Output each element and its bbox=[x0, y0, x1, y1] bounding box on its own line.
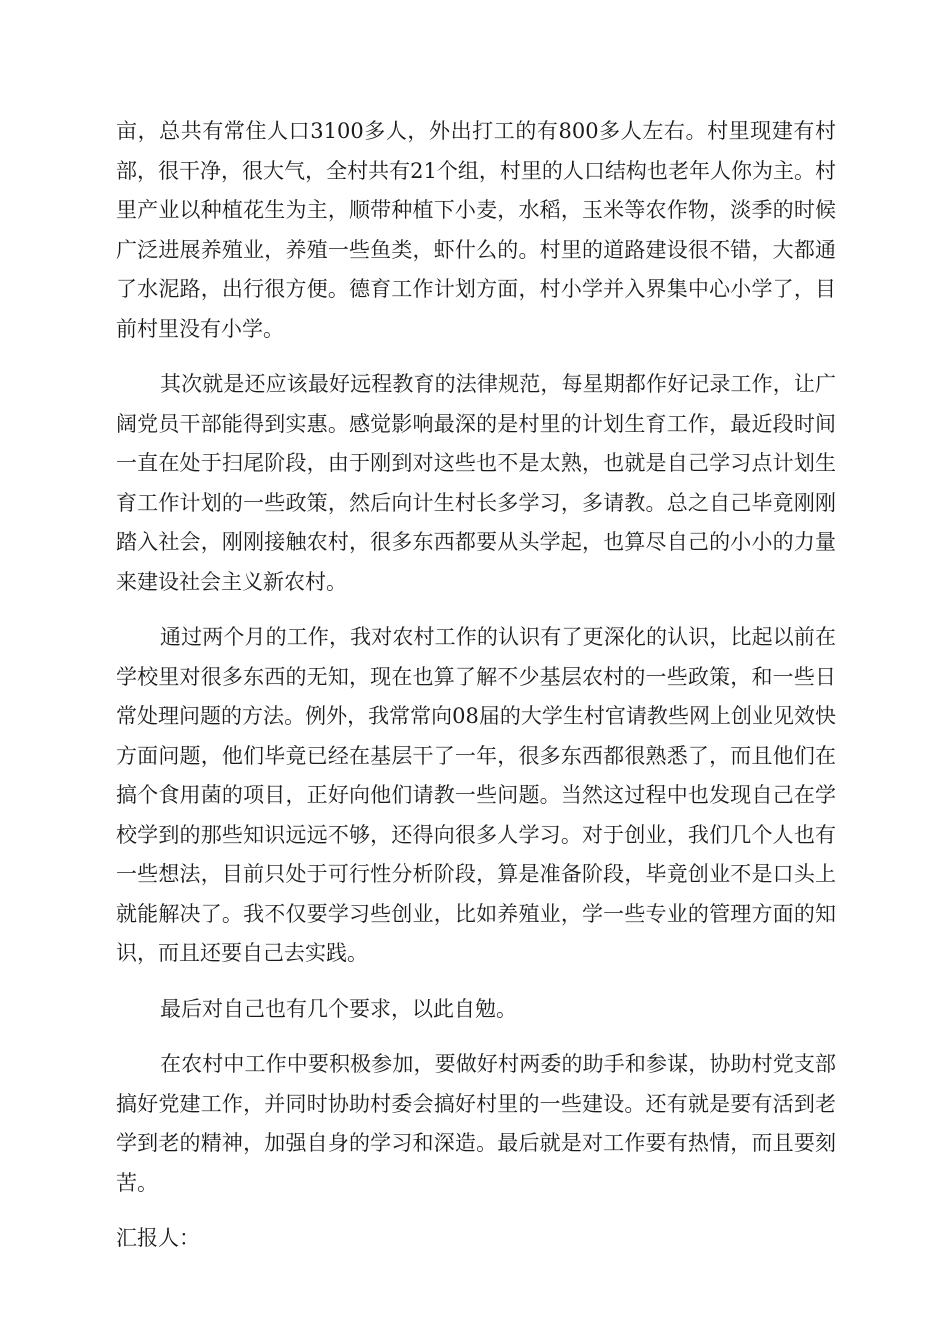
paragraph-work-reflection: 通过两个月的工作，我对农村工作的认识有了更深化的认识，比起以前在学校里对很多东西的无知，现在也算了解不少基层农村的一些政策，和一些日常处理问题的方法。例外，我常常向08届的大学生村官请教些网上创业见效快方面问题，他们毕竟已经在基层干了一年，很多东西都很熟悉了，而且他们在搞个食用菌的项目，正好向他们请教一些问题。当然这过程中也发现自己在学校学到的那些知识远远不够，还得向很多人学习。对于创业，我们几个人也有一些想法，目前只处于可行性分析阶段，算是准备阶段，毕竟创业不是口头上就能解决了。我不仅要学习些创业，比如养殖业，学一些专业的管理方面的知识，而且还要自己去实践。 bbox=[116, 625, 836, 965]
paragraph-self-requirements: 最后对自己也有几个要求，以此自勉。 bbox=[160, 996, 517, 1021]
document-body bbox=[116, 112, 836, 1259]
paragraph-village-overview: 亩，总共有常住人口3100多人，外出打工的有800多人左右。村里现建有村部，很干净，很大气，全村共有21个组，村里的人口结构也老年人你为主。村里产业以种植花生为主，顺带种植下小麦，水稻，玉米等农作物，淡季的时候广泛进展养殖业，养殖一些鱼类，虾什么的。村里的道路建设很不错，大都通了水泥路，出行很方便。德育工作计划方面，村小学并入界集中心小学了，目前村里没有小学。 bbox=[116, 119, 836, 341]
paragraph-remote-education: 其次就是还应该最好远程教育的法律规范，每星期都作好记录工作，让广阔党员干部能得到实惠。感觉影响最深的是村里的计划生育工作，最近段时间一直在处于扫尾阶段，由于刚到对这些也不是太熟，也就是自己学习点计划生育工作计划的一些政策，然后向计生村长多学习，多请教。总之自己毕竟刚刚踏入社会，刚刚接触农村，很多东西都要从头学起，也算尽自己的小小的力量来建设社会主义新农村。 bbox=[116, 372, 836, 594]
paragraph-work-goals: 在农村中工作中要积极参加，要做好村两委的助手和参谋，协助村党支部搞好党建工作，并同时协助村委会搞好村里的一些建设。还有就是要有活到老学到老的精神，加强自身的学习和深造。最后就是对工作要有热情，而且要刻苦。 bbox=[116, 1052, 836, 1195]
signature-label: 汇报人： bbox=[116, 1226, 200, 1250]
